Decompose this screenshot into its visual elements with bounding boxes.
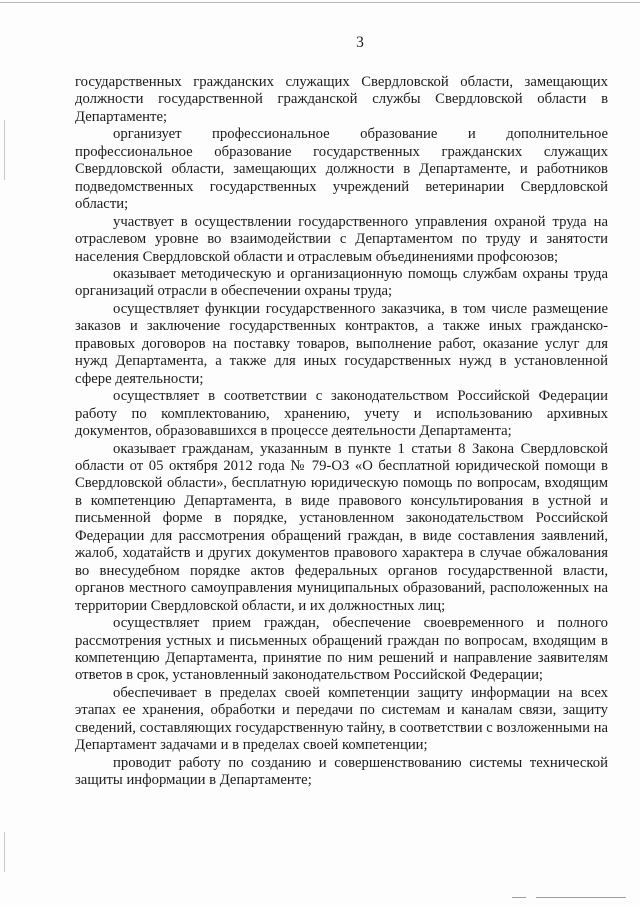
paragraph-methodical-help: оказывает методическую и организационную помощь службам охраны труда организаций отрасли в обеспечении охраны труда; (75, 265, 608, 300)
scan-top-border (0, 2, 640, 3)
paragraph-information-protection: обеспечивает в пределах своей компетенции защиту информации на всех этапах ее хранения, обработки и передачи по системам и каналам связи, защиту сведений, составляющих государственную тайну, в соответствии с возложенными на Департамент задачами и в пределах своей компетенции; (75, 684, 608, 754)
paragraph-state-customer: осуществляет функции государственного заказчика, в том числе размещение заказов и заключение государственных контрактов, а также иных гражданско-правовых договоров на поставку товаров, выполнение работ, оказание услуг для нужд Департамента, а также для иных государственных нужд в установленной сфере деятельности; (75, 300, 608, 387)
paragraph-legal-aid: оказывает гражданам, указанным в пункте 1 статьи 8 Закона Свердловской области от 05 октября 2012 года № 79-ОЗ «О бесплатной юридической помощи в Свердловской области», бесплатную юридическую помощь по вопросам, входящим в компетенцию Департамента, в виде правового консультирования в устной и письменной форме в порядке, установленном законодательством Российской Федерации для рассмотрения обращений граждан, в виде составления заявлений, жалоб, ходатайств и других документов правового характера в случае обжалования во внесудебном порядке актов федеральных органов государственной власти, органов местного самоуправления муниципальных образований, расположенных на территории Свердловской области, и их должностных лиц; (75, 440, 608, 614)
paragraph-continuation: государственных гражданских служащих Свердловской области, замещающих должности государственной гражданской службы Свердловской области в Департаменте; (75, 74, 608, 125)
scan-edge-mark (4, 120, 5, 180)
paragraph-labor-protection-management: участвует в осуществлении государственного управления охраной труда на отраслевом уровне во взаимодействии с Департаментом по труду и занятости населения Свердловской области и отраслевым объединениями профсоюзов; (75, 213, 608, 265)
page-number: 3 (356, 34, 364, 51)
paragraph-technical-protection: проводит работу по созданию и совершенствованию системы технической защиты информации в Департаменте; (75, 754, 608, 789)
paragraph-archives: осуществляет в соответствии с законодательством Российской Федерации работу по комплектованию, хранению, учету и использованию архивных документов, образовавшихся в процессе деятельности Департамента; (75, 388, 608, 440)
scan-bottom-mark (536, 897, 626, 898)
document-body (75, 74, 608, 790)
paragraph-citizen-reception: осуществляет прием граждан, обеспечение своевременного и полного рассмотрения устных и письменных обращений граждан по вопросам, входящим в компетенцию Департамента, принятие по ним решений и направление заявителям ответов в срок, установленный законодательством Российской Федерации; (75, 615, 608, 684)
scan-bottom-mark (512, 897, 526, 898)
paragraph-professional-education: организует профессиональное образование и дополнительное профессиональное образование государственных гражданских служащих Свердловской области, замещающих должности в Департаменте, и работников подведомственных государственных учреждений ветеринарии Свердловской области; (75, 126, 608, 213)
scan-edge-mark (4, 832, 5, 872)
